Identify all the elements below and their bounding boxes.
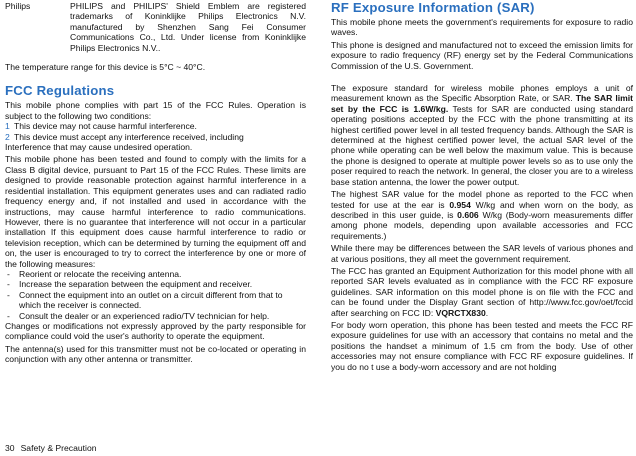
sar-paragraph-5: While there may be differences between the SAR levels of various phones and at various positions, they all meet the government requirement. [331, 243, 633, 264]
fcc-class-b-paragraph: This mobile phone has been tested and found to comply with the limits for a Class B digital device, pursuant to Part 15 of the FCC Rules. These limits are designed to provide reasonable protection against harmful interference in a residential installation. This equipment generates uses and can radiated radio frequency energy and, if not installed and used in accordance with the instructions, may cause harmful interference to radio communications. However, there is no guarantee that interference will not occur in a particular installation If this equipment does cause harmful interference to radio or television reception, which can be determined by turning the equipment off and on, the user is encouraged to try to correct the interference by one or more of the following measures: [5, 154, 306, 269]
fcc-intro: This mobile phone complies with part 15 of the FCC Rules. Operation is subject to the following two conditions: [5, 100, 306, 121]
trademark-text: PHILIPS and PHILIPS' Shield Emblem are registered trademarks of Koninklijke Philips Electronics N.V. manufactured by Shenzhen Sang Fei Consumer Communications Co., Ltd. Under license from Koninklijke Philips Electronics N.V.. [70, 1, 306, 53]
measure-item: - Connect the equipment into an outlet on a circuit different from that to which the receiver is connected. [5, 290, 306, 311]
condition-number: 2 [5, 131, 10, 142]
left-column [5, 0, 306, 365]
fcc-conditions-tail: Interference that may cause undesired operation. [5, 142, 193, 153]
condition-text: This device must accept any interference received, including [14, 131, 244, 142]
condition-text: This device may not cause harmful interference. [14, 121, 197, 132]
fcc-condition [5, 121, 306, 131]
trademark-notice [5, 0, 306, 53]
measure-item: - Consult the dealer or an experienced radio/TV technician for help. [5, 311, 306, 321]
measure-text: Increase the separation between the equipment and receiver. [19, 279, 253, 290]
fcc-id: VQRCTX830 [435, 307, 486, 318]
condition-number: 1 [5, 121, 10, 132]
sar-ear-value: 0.954 [449, 199, 471, 210]
page-number: 30 [5, 443, 15, 453]
sar-paragraph-1: This mobile phone meets the government's requirements for exposure to radio waves. [331, 17, 633, 38]
measure-text: Reorient or relocate the receiving antenna. [19, 268, 182, 279]
right-column [331, 0, 633, 372]
trademark-brand: Philips [5, 1, 31, 11]
sar-limit-statement: The SAR limit set by the FCC is 1.6W/kg. [331, 93, 633, 114]
fcc-heading: FCC Regulations [5, 83, 115, 99]
fcc-changes-paragraph: Changes or modifications not expressly approved by the party responsible for compliance could void the user's authority to operate the equipment. [5, 320, 306, 342]
sar-body-value: 0.606 [457, 209, 479, 220]
measure-item: - Increase the separation between the equipment and receiver. [5, 279, 306, 289]
sar-paragraph-7: For body worn operation, this phone has been tested and meets the FCC RF exposure guidelines for use with an accessory that contains no metal and the positions the handset a minimum of 1.5 cm from the body. Use of other accessories may not ensure compliance with FCC RF exposure guidelines. If you do no t use a body-worn accessory and are not holding [331, 319, 633, 372]
sar-paragraph-6: The FCC has granted an Equipment Authorization for this model phone with all reported SAR levels evaluated as in compliance with the FCC RF exposure guidelines. SAR information on this model phone is on file with the FCC and can be found under the Display Grant section of http://www.fcc.gov/oet/fccid after searching on FCC ID: VQRCTX830. [331, 265, 633, 318]
temperature-range: The temperature range for this device is 5°C ~ 40°C. [5, 62, 206, 73]
sar-paragraph-2: This phone is designed and manufactured not to exceed the emission limits for exposure to radio frequency (RF) energy set by the Federal Communications Commission of the U.S. Government. [331, 39, 633, 71]
measure-item: - Reorient or relocate the receiving antenna. [5, 269, 306, 279]
measure-text: Connect the equipment into an outlet on a circuit different from that to which the receiver is connected. [19, 289, 283, 311]
fcc-condition [5, 132, 306, 142]
measure-text: Consult the dealer or an experienced radio/TV technician for help. [19, 310, 270, 321]
sar-paragraph-3: The exposure standard for wireless mobile phones employs a unit of measurement known as the Specific Absorption Rate, or SAR. The SAR limit set by the FCC is 1.6W/kg. Tests for SAR are conducted using standard operating positions accepted by the FCC with the phone transmitting at its highest certified power level in all tested frequency bands. Although the SAR is determined at the highest certified power level, the actual SAR level of the phone while operating can be well below the maximum value. This is because the phone is designed to operate at multiple power levels so as to use only the poser required to reach the network. In general, the closer you are to a wireless base station antenna, the lower the power output. [331, 83, 634, 187]
sar-paragraph-4: The highest SAR value for the model phone as reported to the FCC when tested for use at the ear is 0.954 W/kg and when worn on the body, as described in this user guide, is 0.606 W/kg (Body-worn measurements differ among phone models, depending upon available accessories and FCC requirements.) [331, 189, 634, 241]
sar-heading: RF Exposure Information (SAR) [331, 0, 535, 15]
footer-section: Safety & Precaution [20, 443, 97, 453]
page-footer [5, 443, 97, 453]
fcc-antenna-paragraph: The antenna(s) used for this transmitter must not be co-located or operating in conjunction with any other antenna or transmitter. [5, 343, 306, 365]
